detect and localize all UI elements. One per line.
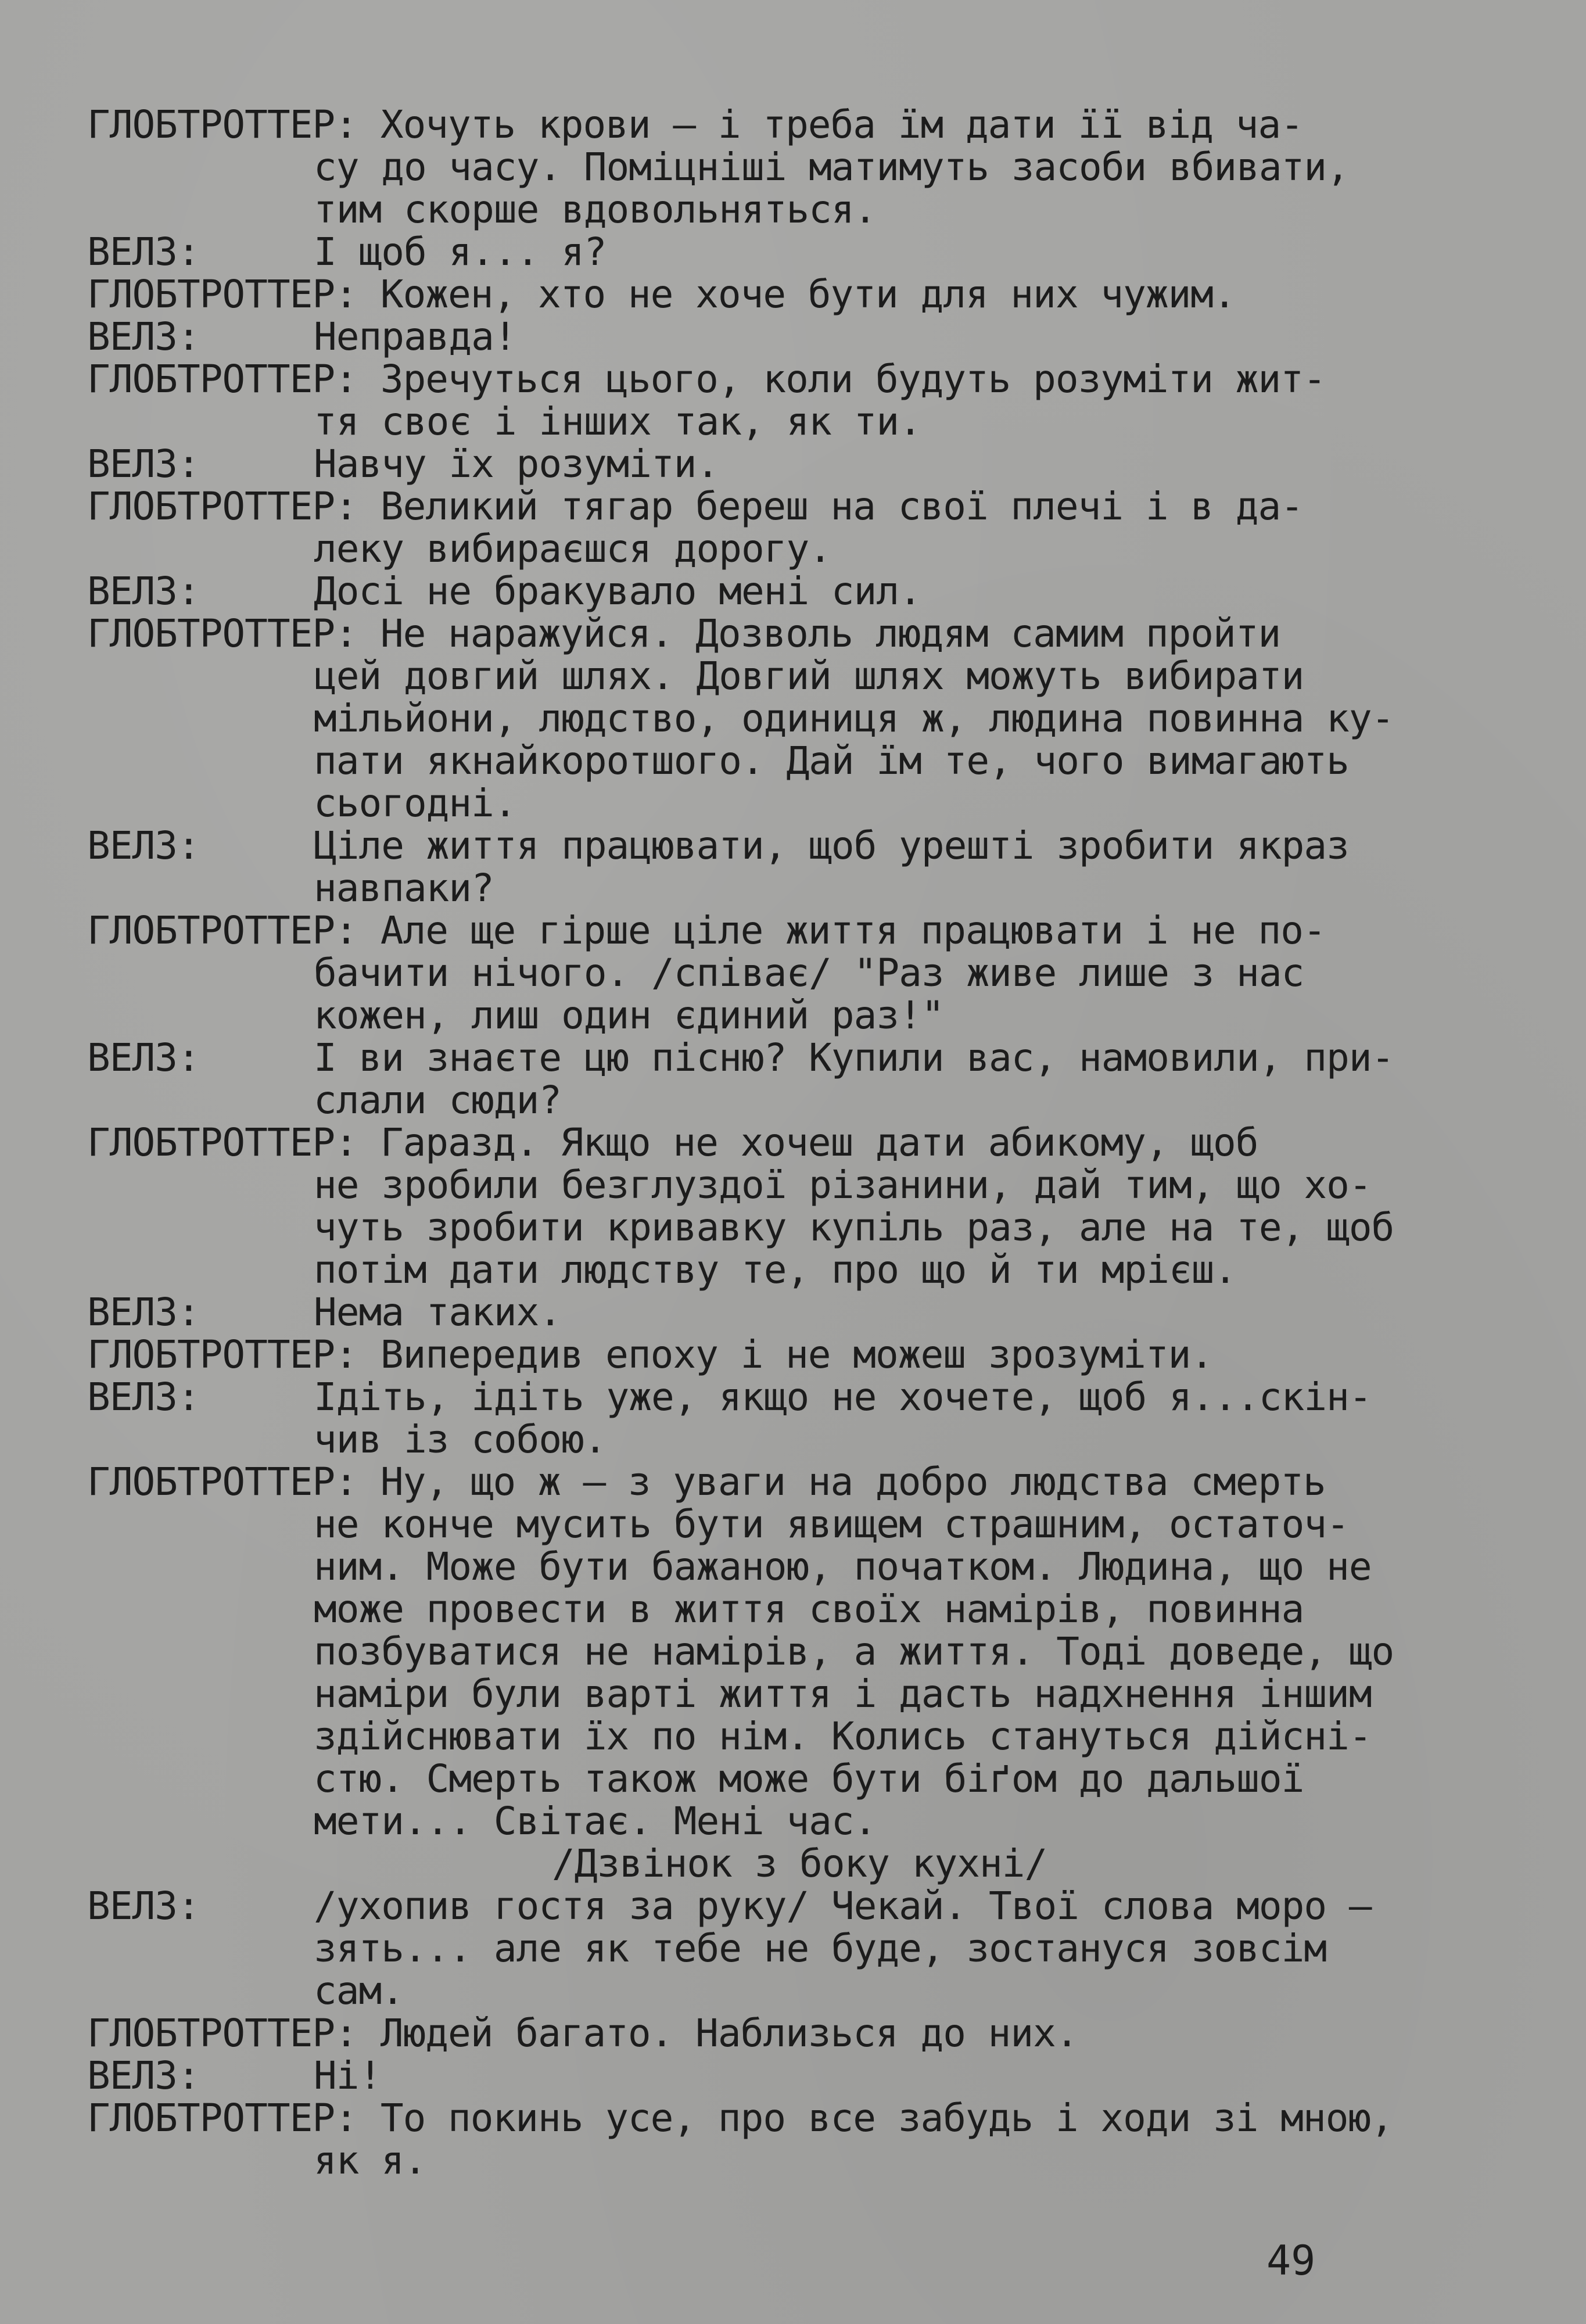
speech-continuation: цей довгий шлях. Довгий шлях можуть вибирати мільйони, людство, одиниця ж, людина повинна ку- пати якнайкоротшого. Дай їм те, чого вимагають сьогодні. — [314, 654, 1394, 826]
dialogue-line — [87, 1461, 1505, 1503]
speech-continuation: бачити нічого. /співає/ "Раз живе лише з нас кожен, лиш один єдиний раз!" — [314, 951, 1304, 1038]
speech-continuation: леку вибираєшся дорогу. — [314, 526, 831, 571]
speaker-name: ВЕЛЗ: — [87, 314, 200, 359]
speaker-name: ВЕЛЗ: — [87, 442, 200, 486]
dialogue-line — [87, 315, 1505, 358]
speech-continuation: навпаки? — [314, 866, 494, 910]
speaker-name: ГЛОБТРОТТЕР: — [87, 484, 357, 529]
speech-first-line: Кожен, хто не хоче бути для них чужим. — [380, 272, 1236, 317]
dialogue-line — [87, 231, 1505, 273]
speech-first-line: Ну, що ж – з уваги на добро людства смерть — [380, 1459, 1326, 1504]
speaker-name: ВЕЛЗ: — [87, 569, 200, 614]
speech-first-line: Великий тягар береш на свої плечі і в да- — [380, 484, 1303, 529]
speaker-name: ГЛОБТРОТТЕР: — [87, 2011, 357, 2056]
speaker-name: ГЛОБТРОТТЕР: — [87, 908, 357, 953]
speech-continuation: не конче мусить бути явищем страшним, остаточ- ним. Може бути бажаною, початком. Людина, що не може провести в життя своїх намірів, повинна позбуватися не намірів, а життя. Тоді доведе, що наміри були варті життя і дасть надхнення іншим здійснювати їх по нім. Колись стануться дійсні- стю. Смерть також може бути біґом до дальшої мети... Світає. Мені час. — [314, 1502, 1394, 1844]
play-dialogue — [87, 103, 1505, 2182]
speech-continuation: як я. — [314, 2138, 426, 2183]
dialogue-line — [87, 909, 1505, 952]
dialogue-line — [87, 612, 1505, 655]
speaker-name: ГЛОБТРОТТЕР: — [87, 1332, 357, 1377]
speech-first-line: Ціле життя працювати, щоб урешті зробити якраз — [314, 823, 1349, 868]
speaker-name: ВЕЛЗ: — [87, 1375, 200, 1419]
speaker-name: ГЛОБТРОТТЕР: — [87, 1459, 357, 1504]
speech-first-line: Зречуться цього, коли будуть розуміти жит- — [380, 357, 1326, 401]
dialogue-line — [87, 443, 1505, 485]
speech-continuation: не зробили безглуздої різанини, дай тим, що хо- чуть зробити кривавку купіль раз, але на те, щоб потім дати людству те, про що й ти мрієш. — [314, 1163, 1394, 1292]
speaker-name: ВЕЛЗ: — [87, 1884, 200, 1928]
speech-continuation: зять... але як тебе не буде, зостануся зовсім сам. — [314, 1926, 1327, 2013]
speech-first-line: Ні! — [314, 2053, 382, 2098]
stage-direction: /Дзвінок з боку кухні/ — [552, 1841, 1047, 1886]
speaker-name: ГЛОБТРОТТЕР: — [87, 102, 357, 147]
dialogue-line — [87, 485, 1505, 528]
speaker-name: ГЛОБТРОТТЕР: — [87, 611, 357, 656]
speech-first-line: Хочуть крови – і треба їм дати її від ча- — [380, 102, 1303, 147]
dialogue-line — [87, 2097, 1505, 2139]
speaker-name: ГЛОБТРОТТЕР: — [87, 272, 357, 317]
speaker-name: ВЕЛЗ: — [87, 1290, 200, 1335]
speaker-name: ВЕЛЗ: — [87, 823, 200, 868]
speech-continuation: слали сюди? — [314, 1078, 562, 1122]
dialogue-line — [87, 2012, 1505, 2054]
dialogue-line — [87, 103, 1505, 146]
page-number: 49 — [1266, 2237, 1316, 2284]
speaker-name: ВЕЛЗ: — [87, 229, 200, 274]
speech-first-line: Неправда! — [314, 314, 516, 359]
speech-first-line: Не наражуйся. Дозволь людям самим пройти — [380, 611, 1281, 656]
speaker-name: ГЛОБТРОТТЕР: — [87, 1120, 357, 1165]
dialogue-line — [87, 1291, 1505, 1333]
dialogue-line — [87, 358, 1505, 400]
dialogue-line — [87, 1037, 1505, 1079]
dialogue-line — [87, 1121, 1505, 1164]
speech-first-line: /ухопив гостя за руку/ Чекай. Твої слова моро – — [314, 1884, 1372, 1928]
speech-first-line: Випередив епоху і не можеш зрозуміти. — [380, 1332, 1214, 1377]
speech-first-line: І щоб я... я? — [314, 229, 607, 274]
speaker-name: ВЕЛЗ: — [87, 2053, 200, 2098]
speech-continuation: тя своє і інших так, як ти. — [314, 399, 921, 444]
speech-first-line: І ви знаєте цю пісню? Купили вас, намовили, при- — [314, 1035, 1394, 1080]
speech-first-line: Але ще гірше ціле життя працювати і не по- — [380, 908, 1326, 953]
dialogue-line — [87, 1333, 1505, 1376]
speech-first-line: То покинь усе, про все забудь і ходи зі мною, — [380, 2096, 1393, 2140]
speech-continuation: чив із собою. — [314, 1417, 607, 1462]
speech-first-line: Гаразд. Якщо не хочеш дати абикому, щоб — [380, 1120, 1258, 1165]
speaker-name: ГЛОБТРОТТЕР: — [87, 357, 357, 401]
speech-continuation: су до часу. Поміцніші матимуть засоби вбивати, тим скорше вдовольняться. — [314, 145, 1349, 232]
speaker-name: ВЕЛЗ: — [87, 1035, 200, 1080]
dialogue-line — [87, 2054, 1505, 2097]
speech-first-line: Ідіть, ідіть уже, якщо не хочете, щоб я...скін- — [314, 1375, 1372, 1419]
dialogue-line — [87, 273, 1505, 315]
speech-first-line: Досі не бракувало мені сил. — [314, 569, 921, 614]
speech-first-line: Навчу їх розуміти. — [314, 442, 719, 486]
dialogue-line — [87, 570, 1505, 612]
dialogue-line — [87, 1376, 1505, 1418]
dialogue-line — [87, 1885, 1505, 1927]
speaker-name: ГЛОБТРОТТЕР: — [87, 2096, 357, 2140]
speech-first-line: Нема таких. — [314, 1290, 562, 1335]
speech-first-line: Людей багато. Наблизься до них. — [380, 2011, 1078, 2056]
dialogue-line — [87, 824, 1505, 867]
